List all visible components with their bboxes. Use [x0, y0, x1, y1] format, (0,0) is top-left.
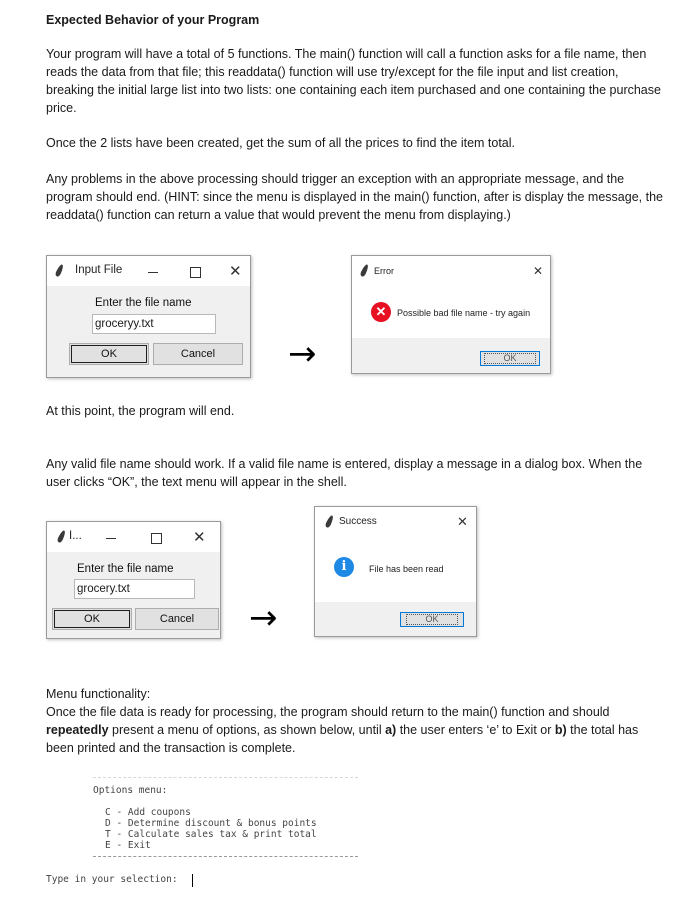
prompt-label: Enter the file name [77, 563, 174, 575]
divider [93, 856, 358, 857]
error-dialog [351, 255, 551, 374]
text-run: Once the file data is ready for processing, the program should return to the main() function and should [46, 705, 610, 719]
close-icon[interactable]: ✕ [229, 263, 242, 280]
close-icon[interactable]: ✕ [193, 529, 206, 546]
maximize-icon[interactable] [190, 267, 201, 278]
heading: Expected Behavior of your Program [46, 13, 260, 27]
paragraph-valid-file: Any valid file name should work. If a valid file name is entered, display a message in a dialog box. When the user clicks “OK”, the text menu will appear in the shell. [46, 457, 643, 489]
paragraph-exceptions: Any problems in the above processing should trigger an exception with an appropriate message, and the program should end. (HINT: since the menu is displayed in the main() function, after is display the message, the readdata() function can return a value that would prevent the menu from displaying.) [46, 172, 663, 222]
ok-button[interactable]: OK [52, 608, 132, 630]
menu-title: Options menu: [93, 785, 168, 796]
feather-icon [324, 515, 334, 529]
close-icon[interactable]: ✕ [533, 264, 544, 278]
title-bar [47, 522, 220, 552]
divider [93, 777, 358, 778]
text-run: present a menu of options, as shown below, until [108, 723, 386, 737]
menu-option: C - Add coupons [105, 807, 191, 818]
arrow-icon: → [288, 334, 317, 374]
close-icon[interactable]: ✕ [457, 514, 468, 529]
title-bar [47, 256, 250, 286]
text-cursor[interactable] [192, 874, 193, 887]
file-name-input[interactable]: groceryy.txt [92, 314, 216, 334]
emphasis: a) [385, 723, 397, 737]
feather-icon [359, 264, 369, 278]
emphasis: b) [554, 723, 567, 737]
file-name-input[interactable]: grocery.txt [74, 579, 195, 599]
info-icon: i [334, 557, 354, 577]
menu-option: T - Calculate sales tax & print total [105, 829, 317, 840]
cancel-button[interactable]: Cancel [135, 608, 219, 630]
message-area [352, 286, 550, 338]
paragraph-sum: Once the 2 lists have been created, get the sum of all the prices to find the item total. [46, 136, 516, 150]
prompt-label: Enter the file name [95, 297, 192, 309]
window-title: Input File [75, 264, 123, 276]
title-bar [352, 256, 550, 286]
ok-label: OK [406, 614, 457, 625]
error-message: Possible bad file name - try again [397, 308, 531, 318]
text-run: the user enters ‘e’ to Exit or [396, 723, 555, 737]
window-title: I... [69, 530, 82, 542]
menu-option: E - Exit [105, 840, 151, 851]
success-dialog [314, 506, 477, 637]
emphasis: repeatedly [46, 723, 109, 737]
menu-option: D - Determine discount & bonus points [105, 818, 317, 829]
message-area [315, 537, 476, 602]
error-icon: ✕ [371, 302, 391, 322]
title-bar [315, 507, 476, 537]
menu-functionality-title: Menu functionality: [46, 687, 151, 701]
arrow-icon: → [249, 598, 278, 638]
selection-prompt: Type in your selection: [46, 874, 184, 885]
maximize-icon[interactable] [151, 533, 162, 544]
ok-button[interactable] [400, 612, 464, 627]
text-run: the total has been printed and the transaction is complete. [46, 723, 639, 755]
ok-button[interactable]: OK [69, 343, 149, 365]
input-file-dialog [46, 255, 251, 378]
success-message: File has been read [369, 564, 444, 574]
window-title: Success [339, 516, 377, 527]
feather-icon [56, 530, 66, 544]
minimize-icon[interactable] [106, 538, 116, 539]
minimize-icon[interactable] [148, 272, 158, 273]
feather-icon [54, 264, 64, 278]
menu-functionality-paragraph [46, 685, 666, 757]
paragraph-program-ends: At this point, the program will end. [46, 404, 235, 418]
ok-button[interactable] [480, 351, 540, 366]
cancel-button[interactable]: Cancel [153, 343, 243, 365]
ok-label: OK [484, 353, 535, 364]
paragraph-functions: Your program will have a total of 5 functions. The main() function will call a function asks for a file name, then reads the data from that file; this readdata() function will use try/except for the file input and list creation, breaking the initial large list into two lists: one containing each item purchased and one containing the purchase price. [46, 47, 661, 115]
window-title: Error [374, 266, 394, 276]
input-file-dialog [46, 521, 221, 639]
